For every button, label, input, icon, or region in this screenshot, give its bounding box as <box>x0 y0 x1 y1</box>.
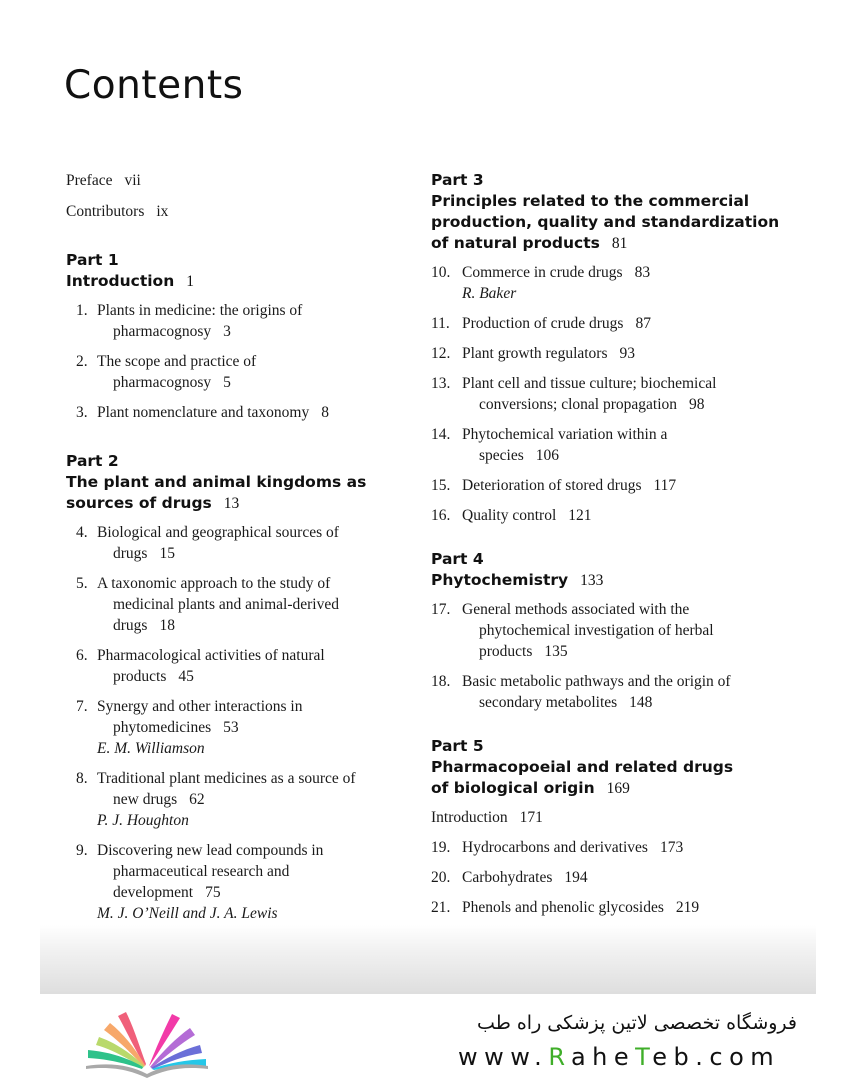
toc-chapter[interactable] <box>431 475 811 496</box>
page-number: 81 <box>611 235 628 252</box>
chapter-author: E. M. Williamson <box>97 740 205 757</box>
entry-label: Introduction <box>431 809 508 826</box>
chapter-number: 20. <box>431 869 451 886</box>
chapter-title-line: Production of crude drugs 87 <box>462 315 651 332</box>
part-label: Part 4 <box>431 550 484 568</box>
chapter-title-line: Quality control 121 <box>462 507 592 524</box>
toc-chapter[interactable] <box>66 840 406 924</box>
page-number: 13 <box>223 495 240 512</box>
chapter-title-line: Carbohydrates 194 <box>462 869 588 886</box>
chapter-title-line: Pharmacological activities of natural <box>97 647 325 664</box>
chapter-title-line: conversions; clonal propagation 98 <box>479 396 705 413</box>
part-heading[interactable] <box>66 250 406 292</box>
chapter-title-line: Discovering new lead compounds in <box>97 842 324 859</box>
chapter-number: 18. <box>431 673 451 690</box>
url-part-accent: T <box>635 1043 653 1071</box>
page-number: 219 <box>675 899 700 916</box>
chapter-number: 17. <box>431 601 451 618</box>
part-title-line: Pharmacopoeial and related drugs <box>431 758 734 776</box>
chapter-title-line: pharmacognosy 3 <box>113 323 231 340</box>
chapter-title-line: Plants in medicine: the origins of <box>97 302 303 319</box>
url-part-accent: R <box>548 1043 571 1071</box>
part-label: Part 3 <box>431 171 484 189</box>
page-number: 18 <box>159 617 175 634</box>
page-number: 45 <box>178 668 194 685</box>
chapter-author: P. J. Houghton <box>97 812 189 829</box>
chapter-author: R. Baker <box>462 285 517 302</box>
chapter-number: 13. <box>431 375 451 392</box>
part-label: Part 1 <box>66 251 119 269</box>
page-number: 173 <box>659 839 684 856</box>
url-part: eb.com <box>652 1043 781 1071</box>
url-part: ahe <box>570 1043 636 1071</box>
part-heading[interactable] <box>431 549 811 591</box>
page-number: 171 <box>519 809 543 826</box>
store-url-link[interactable] <box>458 1043 780 1071</box>
toc-chapter[interactable] <box>431 262 811 304</box>
toc-chapter[interactable] <box>431 313 811 334</box>
part-title-line: of biological origin <box>431 779 595 797</box>
page-number: 194 <box>564 869 588 886</box>
part-label: Part 2 <box>66 452 119 470</box>
chapter-number: 16. <box>431 507 451 524</box>
page-number: 15 <box>159 545 175 562</box>
part-title-line: sources of drugs <box>66 494 212 512</box>
toc-chapter[interactable] <box>66 645 406 687</box>
chapter-title-line: drugs 15 <box>113 545 175 562</box>
part-heading[interactable] <box>431 736 811 799</box>
chapter-number: 11. <box>431 315 450 332</box>
toc-chapter[interactable] <box>66 768 406 831</box>
page-number: 133 <box>580 572 604 589</box>
page-number: 83 <box>634 264 651 281</box>
chapter-number: 15. <box>431 477 451 494</box>
toc-chapter[interactable] <box>431 424 811 466</box>
chapter-number: 4. <box>76 524 88 541</box>
page-number: 75 <box>205 884 221 901</box>
open-book-rainbow-icon <box>82 1008 212 1078</box>
chapter-number: 14. <box>431 426 451 443</box>
toc-chapter[interactable] <box>431 599 811 662</box>
chapter-number: 7. <box>76 698 88 715</box>
toc-chapter[interactable] <box>431 671 811 713</box>
toc-right-column <box>431 170 811 927</box>
chapter-number: 9. <box>76 842 88 859</box>
url-part: www. <box>458 1043 549 1071</box>
part-label: Part 5 <box>431 737 484 755</box>
toc-chapter[interactable] <box>66 402 406 423</box>
chapter-number: 3. <box>76 404 88 421</box>
page-number: 106 <box>535 447 560 464</box>
chapter-title-line: species 106 <box>479 447 560 464</box>
part-title-line: Principles related to the commercial <box>431 192 750 210</box>
part-title-line: Phytochemistry <box>431 571 569 589</box>
chapter-title-line: Hydrocarbons and derivatives 173 <box>462 839 684 856</box>
chapter-number: 6. <box>76 647 88 664</box>
logo-book-base <box>86 1064 208 1078</box>
page-number: ix <box>156 203 169 220</box>
chapter-number: 8. <box>76 770 88 787</box>
page-number: 98 <box>689 396 705 413</box>
chapter-title-line: phytomedicines 53 <box>113 719 239 736</box>
part-heading[interactable] <box>66 451 406 514</box>
page-number: 135 <box>544 643 568 660</box>
part-title-line: Introduction <box>66 272 175 290</box>
store-name-persian: فروشگاه تخصصی لاتین پزشکی راه طب <box>477 1012 797 1034</box>
chapter-title-line: pharmaceutical research and <box>113 863 290 880</box>
part-heading[interactable] <box>431 170 811 254</box>
page-title: Contents <box>64 63 244 108</box>
chapter-title-line: medicinal plants and animal-derived <box>113 596 339 613</box>
page-number: 87 <box>635 315 651 332</box>
toc-chapter[interactable] <box>431 343 811 364</box>
toc-entry-preface[interactable] <box>66 170 406 191</box>
page-number: 121 <box>568 507 592 524</box>
chapter-title-line: phytochemical investigation of herbal <box>479 622 714 639</box>
part-title-line: The plant and animal kingdoms as <box>66 473 367 491</box>
part-title <box>66 271 406 292</box>
chapter-title-line: Biological and geographical sources of <box>97 524 339 541</box>
part-title <box>66 472 406 514</box>
toc-left-column <box>66 170 406 933</box>
chapter-title-line: Phenols and phenolic glycosides 219 <box>462 899 700 916</box>
chapter-title-line: The scope and practice of <box>97 353 257 370</box>
page-number: 62 <box>189 791 205 808</box>
toc-chapter[interactable] <box>431 373 811 415</box>
page-number: 8 <box>321 404 329 421</box>
page-number: 93 <box>619 345 636 362</box>
page-number: 169 <box>606 780 630 797</box>
chapter-number: 1. <box>76 302 88 319</box>
chapter-title-line: Deterioration of stored drugs 117 <box>462 477 677 494</box>
page-number: 148 <box>629 694 653 711</box>
toc-chapter[interactable] <box>431 897 811 918</box>
chapter-title-line: development 75 <box>113 884 221 901</box>
page-number: 5 <box>223 374 231 391</box>
toc-chapter[interactable] <box>66 522 406 564</box>
chapter-author: M. J. O’Neill and J. A. Lewis <box>97 905 278 922</box>
chapter-title-line: drugs 18 <box>113 617 175 634</box>
chapter-number: 12. <box>431 345 451 362</box>
entry-label: Preface <box>66 172 113 189</box>
toc-chapter[interactable] <box>66 696 406 759</box>
chapter-number: 21. <box>431 899 451 916</box>
chapter-title-line: pharmacognosy 5 <box>113 374 231 391</box>
chapter-title-line: Basic metabolic pathways and the origin of <box>462 673 731 690</box>
toc-entry-introduction[interactable] <box>431 807 811 828</box>
chapter-title-line: General methods associated with the <box>462 601 690 618</box>
part-title-line: production, quality and standardization <box>431 213 780 231</box>
chapter-title-line: Plant cell and tissue culture; biochemical <box>462 375 717 392</box>
page-number: vii <box>124 172 141 189</box>
part-title <box>431 757 811 799</box>
toc-chapter[interactable] <box>431 867 811 888</box>
chapter-title-line: products 135 <box>479 643 568 660</box>
chapter-title-line: Plant growth regulators 93 <box>462 345 636 362</box>
toc-chapter[interactable] <box>431 505 811 526</box>
toc-chapter[interactable] <box>66 300 406 342</box>
chapter-title-line: Synergy and other interactions in <box>97 698 303 715</box>
page-number: 117 <box>653 477 677 494</box>
page-number: 53 <box>223 719 239 736</box>
chapter-title-line: products 45 <box>113 668 194 685</box>
toc-chapter[interactable] <box>431 837 811 858</box>
toc-entry-contributors[interactable] <box>66 201 406 222</box>
chapter-title-line: secondary metabolites 148 <box>479 694 653 711</box>
chapter-title-line: Phytochemical variation within a <box>462 426 668 443</box>
part-title <box>431 570 811 591</box>
toc-chapter[interactable] <box>66 573 406 636</box>
chapter-number: 19. <box>431 839 451 856</box>
chapter-number: 2. <box>76 353 88 370</box>
chapter-title-line: Traditional plant medicines as a source of <box>97 770 356 787</box>
chapter-title-line: new drugs 62 <box>113 791 205 808</box>
chapter-title-line: Plant nomenclature and taxonomy 8 <box>97 404 329 421</box>
toc-chapter[interactable] <box>66 351 406 393</box>
part-title <box>431 191 811 254</box>
chapter-number: 5. <box>76 575 88 592</box>
page-number: 1 <box>186 273 194 290</box>
chapter-title-line: Commerce in crude drugs 83 <box>462 264 651 281</box>
entry-label: Contributors <box>66 203 145 220</box>
chapter-title-line: A taxonomic approach to the study of <box>97 575 331 592</box>
chapter-number: 10. <box>431 264 451 281</box>
part-title-line: of natural products <box>431 234 600 252</box>
page-bottom-shadow <box>40 925 816 994</box>
page-number: 3 <box>223 323 231 340</box>
